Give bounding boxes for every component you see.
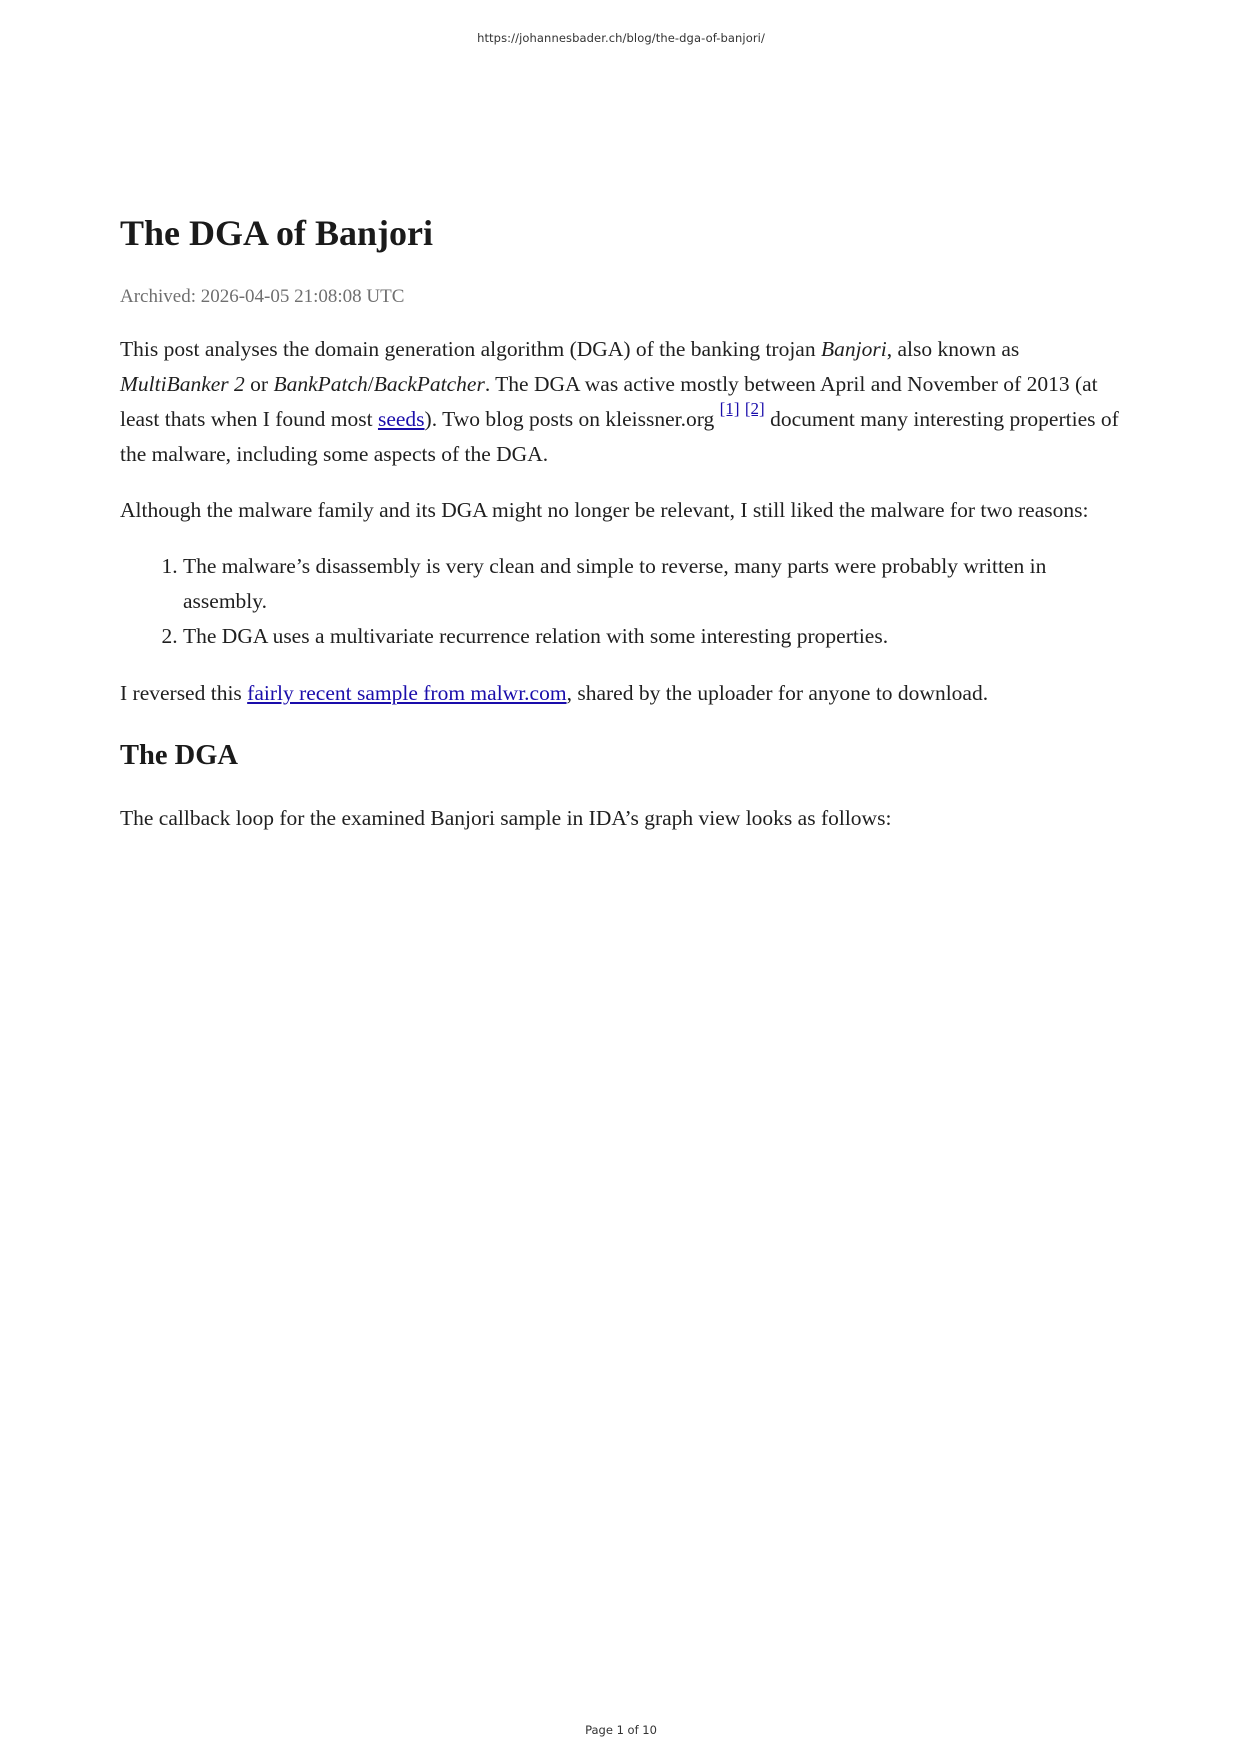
seeds-link[interactable]: seeds [377,407,425,431]
list-item: 2. The DGA uses a multivariate recurrence relation with some interesting properties. [183,619,1130,654]
sample-text: , shared by the uploader for anyone to download. [566,681,989,705]
bankpatch-name: BankPatch [273,372,368,396]
intro-text: or [244,372,274,396]
callback-paragraph: The callback loop for the examined Banjori sample in IDA’s graph view looks as follows: [120,806,892,830]
intro-text: . The DGA was active mostly between April and November of 2013 (at least thats when I found most [120,372,1098,431]
multibanker-name: MultiBanker 2 [120,372,245,396]
section-heading-dga: The DGA [120,740,238,771]
reasons-list [120,549,1130,654]
reference-1 [720,399,740,418]
sample-text: I reversed this [120,681,248,705]
reference-2 [745,399,765,418]
page-title: The DGA of Banjori [120,213,434,253]
reference-1-link[interactable]: [1] [719,398,740,418]
page-number: Page 1 of 10 [585,1723,657,1737]
intro-text: This post analyses the domain generation algorithm (DGA) of the banking trojan [120,337,821,361]
archived-timestamp: Archived: 2026-04-05 21:08:08 UTC [120,286,405,307]
intro-text: document many interesting properties of the malware, including some aspects of the DGA. [120,407,1119,466]
reasons-intro-paragraph: Although the malware family and its DGA might no longer be relevant, I still liked the malware for two reasons: [120,498,1089,522]
sample-paragraph [120,676,1130,711]
intro-text: , also known as [886,337,1020,361]
backpatcher-name: BackPatcher [373,372,485,396]
intro-text: ). Two blog posts on kleissner.org [424,407,720,431]
article [120,210,1130,836]
reference-2-link[interactable]: [2] [744,398,765,418]
banjori-name: Banjori [820,337,887,361]
list-item: 1. The malware’s disassembly is very clean and simple to reverse, many parts were probably written in assembly. [183,549,1130,619]
intro-text: / [367,372,374,396]
page-url: https://johannesbader.ch/blog/the-dga-of-banjori/ [477,31,765,45]
intro-paragraph [120,332,1130,472]
sample-link[interactable]: fairly recent sample from malwr.com [247,681,567,705]
